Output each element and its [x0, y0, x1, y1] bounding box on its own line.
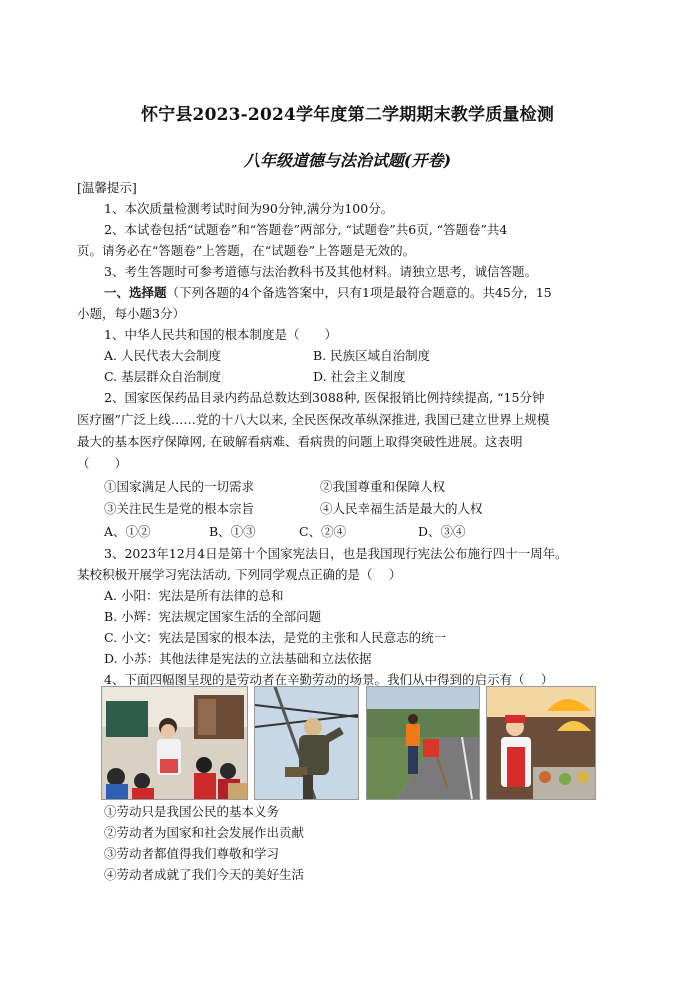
q2-line-2: 医疗圈”广泛上线……党的十八大以来, 全民医保改革纵深推进, 我国已建立世界上规模 — [77, 412, 550, 427]
tip-1: 1、本次质量检测考试时间为90分钟,满分为100分。 — [104, 201, 394, 216]
q2-item-1: ①国家满足人民的一切需求 — [104, 479, 255, 494]
q3-option-c: C. 小文：宪法是国家的根本法，是党的主张和人民意志的统一 — [104, 630, 447, 645]
q2-item-4: ④人民幸福生活是最大的人权 — [320, 501, 483, 516]
q2-line-3: 最大的基本医疗保障网, 在破解看病难、看病贵的问题上取得突破性进展。这表明 — [77, 434, 523, 449]
section-1-line — [104, 283, 552, 303]
q4-item-2: ②劳动者为国家和社会发展作出贡献 — [104, 825, 305, 840]
teacher-classroom-photo — [101, 686, 248, 800]
q2-option-d: D、③④ — [418, 524, 466, 539]
q1-option-c: C. 基层群众自治制度 — [104, 369, 222, 384]
q1-stem: 1、中华人民共和国的根本制度是（ ） — [104, 327, 337, 342]
q4-item-3: ③劳动者都值得我们尊敬和学习 — [104, 846, 280, 861]
q3-option-b: B. 小辉：宪法规定国家生活的全部问题 — [104, 609, 322, 624]
canteen-worker-photo — [486, 686, 596, 800]
q2-line-1: 2、国家医保药品目录内药品总数达到3088种, 医保报销比例持续提高, “15分钟 — [104, 390, 545, 405]
tip-2-cont: 页。请务必在“答题卷”上答题，在“试题卷”上答题是无效的。 — [77, 243, 416, 258]
q4-item-1: ①劳动只是我国公民的基本义务 — [104, 804, 280, 819]
q2-option-a: A、①② — [104, 524, 151, 539]
q4-stem: 4、下面四幅图呈现的是劳动者在辛勤劳动的场景。我们从中得到的启示有（ ） — [104, 672, 554, 687]
q3-option-a: A. 小阳：宪法是所有法律的总和 — [104, 588, 284, 603]
tip-3: 3、考生答题时可参考道德与法治教科书及其他材料。请独立思考，诚信答题。 — [104, 264, 537, 279]
q2-line-4: （ ） — [77, 456, 128, 471]
q2-option-b: B、①③ — [209, 524, 256, 539]
q1-option-b: B. 民族区域自治制度 — [313, 348, 431, 363]
canteen-worker-illustration — [487, 687, 595, 799]
q1-option-a: A. 人民代表大会制度 — [104, 348, 221, 363]
tips-label: [温馨提示] — [77, 180, 137, 195]
q1-option-d: D. 社会主义制度 — [313, 369, 406, 384]
q2-option-c: C、②④ — [299, 524, 347, 539]
q4-item-4: ④劳动者成就了我们今天的美好生活 — [104, 867, 305, 882]
street-cleaner-illustration — [367, 687, 479, 799]
page-title: 怀宁县2023-2024学年度第二学期期末教学质量检测 — [140, 105, 555, 125]
tip-2: 2、本试卷包括“试题卷”和“答题卷”两部分, “试题卷”共6页, “答题卷”共4 — [104, 222, 508, 237]
q3-line-2: 某校积极开展学习宪法活动, 下列同学观点正确的是（ ） — [77, 567, 402, 582]
q2-item-3: ③关注民生是党的根本宗旨 — [104, 501, 255, 516]
q3-line-1: 3、2023年12月4日是第十个国家宪法日，也是我国现行宪法公布施行四十一周年。 — [104, 546, 568, 561]
lineman-photo — [254, 686, 359, 800]
section-1-desc: （下列各题的4个备选答案中，只有1项是最符合题意的。共45分，15 — [166, 285, 552, 300]
page-subtitle: 八年级道德与法治试题(开卷) — [243, 151, 452, 170]
q2-item-2: ②我国尊重和保障人权 — [320, 479, 446, 494]
section-1-desc-cont: 小题，每小题3分） — [77, 306, 185, 321]
lineman-illustration — [255, 687, 358, 799]
section-1-heading: 一、选择题 — [104, 285, 167, 300]
street-cleaner-photo — [366, 686, 480, 800]
q3-option-d: D. 小苏：其他法律是宪法的立法基础和立法依据 — [104, 651, 372, 666]
teacher-classroom-illustration — [102, 687, 247, 799]
